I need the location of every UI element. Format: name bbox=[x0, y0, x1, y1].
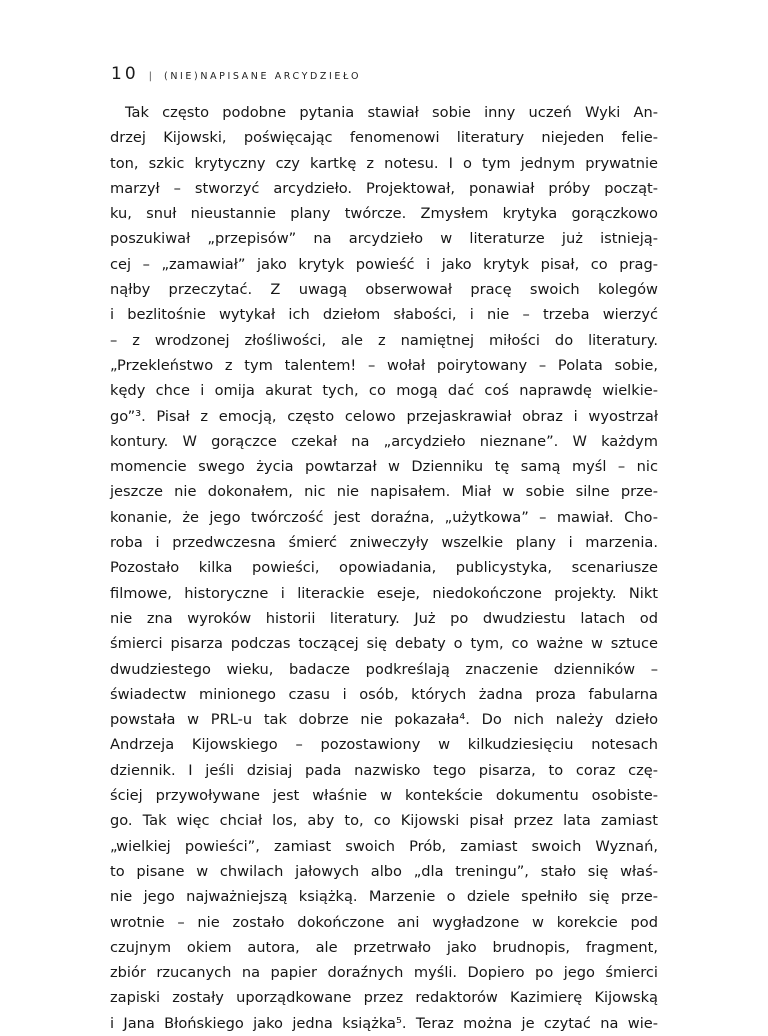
text-line: i Jana Błońskiego jako jedna książka⁵. Teraz można je czytać na wie- bbox=[110, 1014, 658, 1032]
text-line: jeszcze nie dokonałem, nic nie napisałem. Miał w sobie silne prze- bbox=[110, 483, 658, 501]
page-number: 10 bbox=[111, 64, 139, 84]
text-line: zbiór rzucanych na papier doraźnych myśli. Dopiero po jego śmierci bbox=[110, 964, 658, 982]
text-line: ściej przywoływane jest właśnie w kontekście dokumentu osobiste- bbox=[110, 787, 658, 805]
text-line: konanie, że jego twórczość jest doraźna, „użytkowa” – mawiał. Cho- bbox=[110, 508, 658, 526]
body-text bbox=[110, 100, 658, 1036]
text-line: go. Tak więc chciał los, aby to, co Kijowski pisał przez lata zamiast bbox=[110, 812, 658, 830]
text-line: ton, szkic krytyczny czy kartkę z notesu. I o tym jednym prywatnie bbox=[110, 154, 658, 172]
running-head bbox=[111, 64, 361, 84]
text-line: wrotnie – nie zostało dokończone ani wygładzone w korekcie pod bbox=[110, 913, 658, 931]
text-line: poszukiwał „przepisów” na arcydzieło w literaturze już istnieją- bbox=[110, 230, 658, 248]
running-title: (NIE)NAPISANE ARCYDZIEŁO bbox=[164, 71, 362, 82]
text-line: nie zna wyroków historii literatury. Już po dwudziestu latach od bbox=[110, 609, 658, 627]
text-line: zapiski zostały uporządkowane przez redaktorów Kazimierę Kijowską bbox=[110, 989, 658, 1007]
text-line: i bezlitośnie wytykał ich dziełom słabości, i nie – trzeba wierzyć bbox=[110, 306, 658, 324]
text-line: świadectw minionego czasu i osób, których żadna proza fabularna bbox=[110, 685, 658, 703]
text-line: roba i przedwczesna śmierć zniweczyły wszelkie plany i marzenia. bbox=[110, 534, 658, 552]
header-separator: | bbox=[148, 71, 153, 82]
text-line: „Przekleństwo z tym talentem! – wołał poirytowany – Polata sobie, bbox=[110, 356, 658, 374]
text-line: momencie swego życia powtarzał w Dzienniku tę samą myśl – nic bbox=[110, 458, 658, 476]
text-line: śmierci pisarza podczas toczącej się debaty o tym, co ważne w sztuce bbox=[110, 635, 658, 653]
text-line: powstała w PRL-u tak dobrze nie pokazała⁴. Do nich należy dzieło bbox=[110, 711, 658, 729]
text-line: drzej Kijowski, poświęcając fenomenowi literatury niejeden felie- bbox=[110, 129, 658, 147]
text-line: go”³. Pisał z emocją, często celowo przejaskrawiał obraz i wyostrzał bbox=[110, 407, 658, 425]
text-line: cej – „zamawiał” jako krytyk powieść i jako krytyk pisał, co prag- bbox=[110, 255, 658, 273]
text-line: dziennik. I jeśli dzisiaj pada nazwisko tego pisarza, to coraz czę- bbox=[110, 761, 658, 779]
text-line: nąłby przeczytać. Z uwagą obserwował pracę swoich kolegów bbox=[110, 281, 658, 299]
text-line: – z wrodzonej złośliwości, ale z namiętnej miłości do literatury. bbox=[110, 331, 658, 349]
text-line: Andrzeja Kijowskiego – pozostawiony w kilkudziesięciu notesach bbox=[110, 736, 658, 754]
text-line: nie jego najważniejszą książką. Marzenie o dziele spełniło się prze- bbox=[110, 888, 658, 906]
text-line: kędy chce i omija akurat tych, co mogą dać coś naprawdę wielkie- bbox=[110, 382, 658, 400]
text-line: marzył – stworzyć arcydzieło. Projektował, ponawiał próby począt- bbox=[110, 179, 658, 197]
text-line: filmowe, historyczne i literackie eseje, niedokończone projekty. Nikt bbox=[110, 584, 658, 602]
text-line: dwudziestego wieku, badacze podkreślają znaczenie dzienników – bbox=[110, 660, 658, 678]
text-line: to pisane w chwilach jałowych albo „dla treningu”, stało się właś- bbox=[110, 862, 658, 880]
text-line: kontury. W gorączce czekał na „arcydzieło nieznane”. W każdym bbox=[110, 432, 658, 450]
text-line: „wielkiej powieści”, zamiast swoich Prób, zamiast swoich Wyznań, bbox=[110, 837, 658, 855]
text-line: Tak często podobne pytania stawiał sobie inny uczeń Wyki An- bbox=[125, 104, 658, 121]
text-line: czujnym okiem autora, ale przetrwało jako brudnopis, fragment, bbox=[110, 938, 658, 956]
text-line: Pozostało kilka powieści, opowiadania, publicystyka, scenariusze bbox=[110, 559, 658, 577]
text-line: ku, snuł nieustannie plany twórcze. Zmysłem krytyka gorączkowo bbox=[110, 205, 658, 223]
